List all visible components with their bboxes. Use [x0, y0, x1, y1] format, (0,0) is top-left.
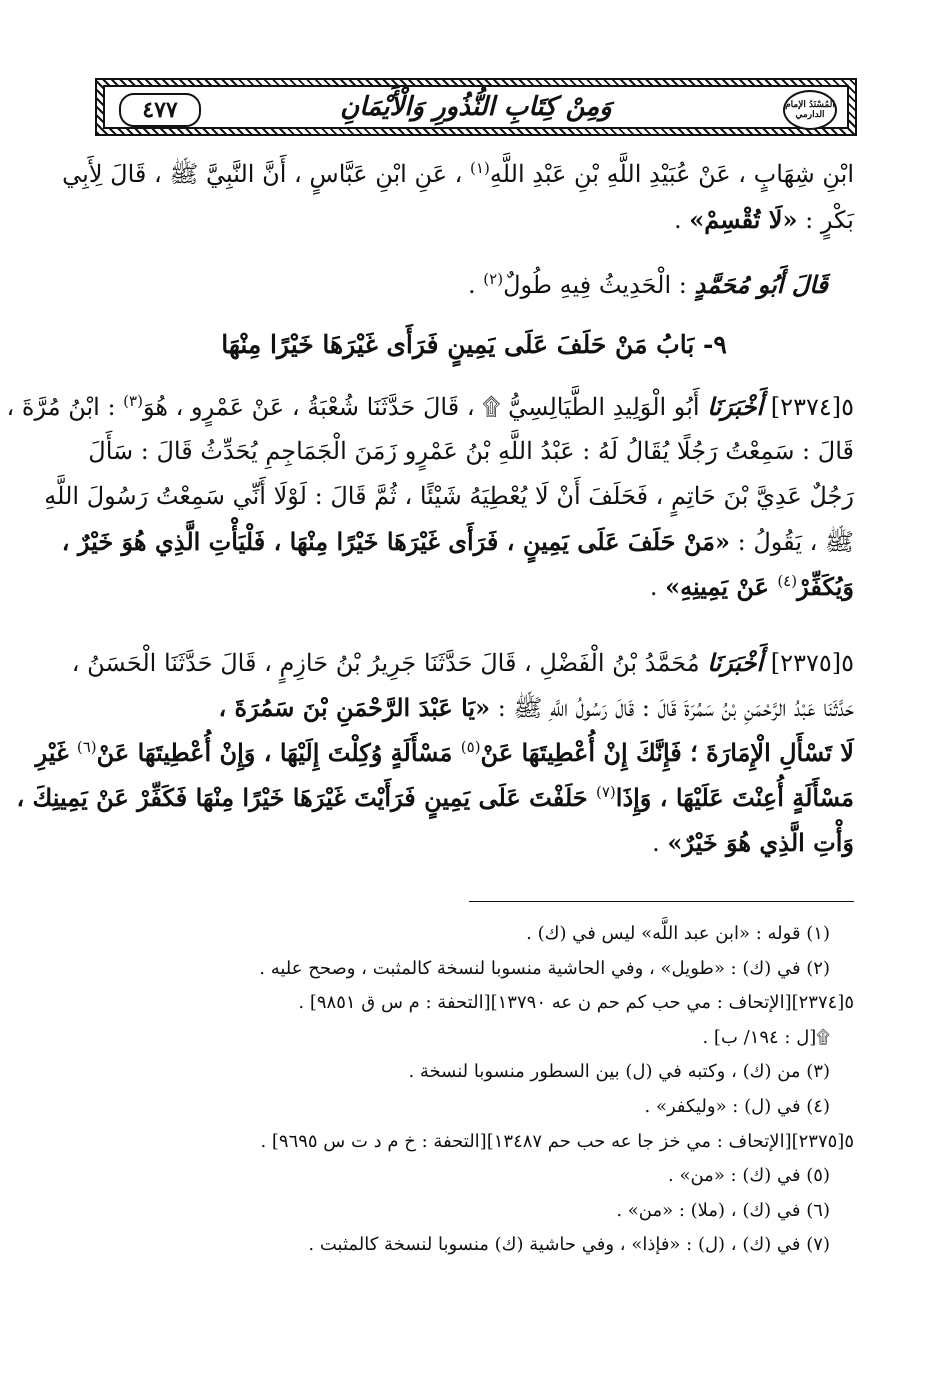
prophetic-quote: «يَا عَبْدَ الرَّحْمَنِ بْنَ سَمُرَةَ ،: [218, 693, 491, 722]
footnote-ref[interactable]: (٧): [596, 783, 616, 801]
page-number: ٤٧٧: [119, 93, 201, 127]
paragraph-continuation: [62, 152, 854, 242]
footnote-item: (٣) من (ك) ، وكتبه في (ل) بين السطور منسوبا لنسخة .: [408, 1061, 830, 1083]
imam-darimi-seal-icon: [783, 90, 837, 130]
hadith-2375: [16, 640, 854, 865]
footnote-ref[interactable]: (٤): [777, 572, 798, 590]
text-line: ﷺ ، يَقُولُ : «مَنْ حَلَفَ عَلَى يَمِينٍ ، فَرَأَى غَيْرَهَا خَيْرًا مِنْهَا ، فَلْيَأْتِ الَّذِي هُوَ خَيْرٌ ،: [61, 527, 854, 556]
takhrij-note: ٥[٢٣٧٥][الإتحاف : مي خز جا عه حب حم ١٣٤٨٧][التحفة : خ م د ت س ٩٦٩٥] .: [260, 1130, 854, 1152]
prophetic-quote: وَأْتِ الَّذِي هُوَ خَيْرٌ»: [667, 828, 854, 857]
footnote-item: (٢) في (ك) : «طويل» ، وفي الحاشية منسوبا لنسخة كالمثبت ، وصحح عليه .: [259, 957, 830, 979]
text-line: لَا تَسْأَلِ الْإِمَارَةَ ؛ فَإِنَّكَ إِنْ أُعْطِيتَهَا عَنْ$^{(٥)}$ مَسْأَلَةٍ وُكِلْتَ إِلَيْهَا ، وَإِنْ أُعْطِيتَهَا عَنْ$^{(٦)}$ غَيْرِ: [35, 738, 854, 767]
footnote-ref[interactable]: (٥): [460, 738, 481, 756]
footnote-item: (٤) في (ل) : «وليكفر» .: [644, 1095, 830, 1117]
text-line: حَدَّثَنَا عَبْدُ الرَّحْمَنِ بْنُ سَمُرَةَ قَالَ : قَالَ رَسُولُ اللَّهِ ﷺ : «يَا عَبْدَ الرَّحْمَنِ بْنَ سَمُرَةَ ،: [218, 693, 854, 722]
footnote-ref[interactable]: (١): [470, 159, 490, 177]
manuscript-folio-note: ۩[ل : ١٩٤/ ب] .: [702, 1026, 830, 1048]
footnote-item: (٥) في (ك) : «من» .: [668, 1165, 830, 1187]
prophetic-quote: «لَا تُقْسِمْ»: [689, 205, 798, 234]
seal-text: المُسْنَدُ الإمام الدارمي: [785, 100, 835, 120]
text-line: مَسْأَلَةٍ أُعِنْتَ عَلَيْهَا ، وَإِذَا$^{(٧)}$ حَلَفْتَ عَلَى يَمِينٍ فَرَأَيْتَ غَيْرَهَا خَيْرًا مِنْهَا فَكَفِّرْ عَنْ يَمِينِكَ ،: [16, 783, 854, 812]
footnote-item: (٧) في (ك) ، (ل) : «فإذا» ، وفي حاشية (ك) منسوبا لنسخة كالمثبت .: [308, 1234, 830, 1256]
chapter-heading: ٩- بَابُ مَنْ حَلَفَ عَلَى يَمِينٍ فَرَأَى غَيْرَهَا خَيْرًا مِنْهَا: [221, 330, 727, 359]
text-line: بَكْرٍ : «لَا تُقْسِمْ» .: [673, 205, 854, 234]
text-line: ٥[٢٣٧٤] أَخْبَرَنَا أَبُو الْوَلِيدِ الطَّيَالِسِيُّ ۩ ، قَالَ حَدَّثَنَا شُعْبَةُ ، عَنْ عَمْرٍو ، هُوَ$^{(٣)}$ : ابْنُ مُرَّةَ ،: [6, 392, 854, 421]
akhbarana-word: أَخْبَرَنَا: [707, 392, 764, 421]
text-line: وَأْتِ الَّذِي هُوَ خَيْرٌ» .: [652, 828, 854, 857]
text-line: ابْنِ شِهَابٍ ، عَنْ عُبَيْدِ اللَّهِ بْنِ عَبْدِ اللَّهِ$^{(١)}$ ، عَنِ ابْنِ عَبَّاسٍ ، أَنَّ النَّبِيَّ ﷺ ، قَالَ لِأَبِي: [62, 159, 854, 188]
author-comment: [94, 262, 828, 307]
takhrij-note: ٥[٢٣٧٤][الإتحاف : مي حب كم حم ن عه ١٣٧٩٠][التحفة : م س ق ٩٨٥١] .: [298, 992, 854, 1014]
footnote-ref[interactable]: (٣): [123, 392, 143, 410]
footnote-ref[interactable]: (٢): [483, 270, 504, 288]
hadith-number: ٥[٢٣٧٥]: [763, 649, 854, 677]
prophetic-quote: وَيُكَفِّرْ: [797, 572, 854, 601]
footnotes: [94, 917, 854, 1263]
hadith-number: ٥[٢٣٧٤]: [763, 393, 854, 421]
header-frame: [103, 85, 849, 129]
footnote-item: (١) قوله : «ابن عبد اللَّه» ليس في (ك) .: [526, 923, 830, 944]
prophetic-quote: «مَنْ حَلَفَ عَلَى يَمِينٍ ، فَرَأَى غَيْرَهَا خَيْرًا مِنْهَا ، فَلْيَأْتِ الَّذِي هُوَ خَيْرٌ ،: [61, 527, 730, 556]
author-name: قَالَ أَبُو مُحَمَّدٍ: [694, 270, 828, 299]
prophetic-quote: عَنْ يَمِينِهِ»: [665, 572, 778, 601]
hadith-2374: [6, 384, 854, 609]
text-line: قَالَ أَبُو مُحَمَّدٍ : الْحَدِيثُ فِيهِ طُولٌ$^{(٢)}$ .: [468, 270, 828, 299]
text-line: قَالَ : سَمِعْتُ رَجُلًا يُقَالُ لَهُ : عَبْدُ اللَّهِ بْنُ عَمْرٍو زَمَنَ الْجَمَاجِمِ يُحَدِّثُ قَالَ : سَأَلَ: [88, 437, 854, 465]
text-line: رَجُلٌ عَدِيَّ بْنَ حَاتِمٍ ، فَحَلَفَ أَنْ لَا يُعْطِيَهُ شَيْئًا ، ثُمَّ قَالَ : لَوْلَا أَنِّي سَمِعْتُ رَسُولَ اللَّهِ: [44, 482, 854, 510]
text-line: وَيُكَفِّرْ$^{(٤)}$ عَنْ يَمِينِهِ» .: [649, 572, 854, 601]
text-line: ٥[٢٣٧٥] أَخْبَرَنَا مُحَمَّدُ بْنُ الْفَضْلِ ، قَالَ حَدَّثَنَا جَرِيرُ بْنُ حَازِمٍ ، قَالَ حَدَّثَنَا الْحَسَنُ ،: [71, 648, 854, 677]
footnote-ref[interactable]: (٦): [76, 738, 97, 756]
page-header: [95, 78, 857, 136]
chapter-running-title: وَمِنْ كِتَابِ النُّذُورِ وَالْأَيْمَانِ: [340, 92, 612, 122]
akhbarana-word: أَخْبَرَنَا: [707, 648, 764, 677]
footnote-divider: [469, 901, 854, 902]
footnote-item: (٦) في (ك) ، (ملا) : «من» .: [616, 1199, 830, 1221]
